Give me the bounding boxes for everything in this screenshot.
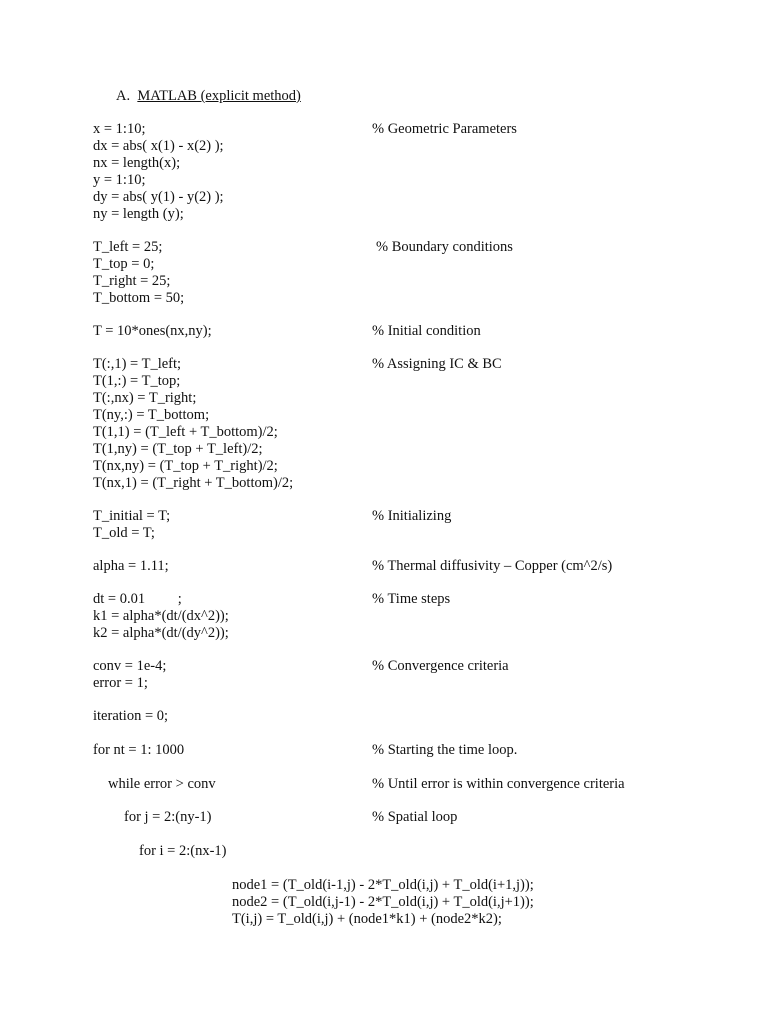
code-comment: % Initial condition (372, 323, 481, 339)
code-comment: % Time steps (372, 591, 451, 607)
code-line: T(nx,1) = (T_right + T_bottom)/2; (93, 475, 294, 491)
code-line: conv = 1e-4; (93, 658, 167, 674)
code-line: T(:,1) = T_left; (93, 356, 182, 372)
code-comment: % Convergence criteria (372, 658, 509, 674)
section-heading (116, 88, 301, 105)
code-line: T_right = 25; (93, 273, 171, 289)
code-comment: % Spatial loop (372, 809, 458, 825)
code-comment: % Until error is within convergence criteria (372, 776, 625, 792)
code-line: nx = length(x); (93, 155, 181, 171)
code-line: dx = abs( x(1) - x(2) ); (93, 138, 224, 154)
code-line: T_left = 25; (93, 239, 163, 255)
code-line: dt = 0.01 ; (93, 591, 182, 607)
code-line: T(i,j) = T_old(i,j) + (node1*k1) + (node2*k2); (232, 911, 502, 927)
code-line: k1 = alpha*(dt/(dx^2)); (93, 608, 229, 624)
code-line: T(ny,:) = T_bottom; (93, 407, 210, 423)
section-marker: A. (116, 88, 131, 104)
code-line: while error > conv (108, 776, 216, 792)
code-line: dy = abs( y(1) - y(2) ); (93, 189, 224, 205)
code-line: T(1,ny) = (T_top + T_left)/2; (93, 441, 263, 457)
code-line: T(:,nx) = T_right; (93, 390, 197, 406)
code-line: for i = 2:(nx-1) (139, 843, 227, 859)
code-comment: % Starting the time loop. (372, 742, 518, 758)
code-comment: % Initializing (372, 508, 452, 524)
code-comment: % Assigning IC & BC (372, 356, 502, 372)
code-line: error = 1; (93, 675, 148, 691)
code-line: for nt = 1: 1000 (93, 742, 185, 758)
code-comment: % Boundary conditions (376, 239, 513, 255)
code-comment: % Thermal diffusivity – Copper (cm^2/s) (372, 558, 613, 574)
code-line: T(1,1) = (T_left + T_bottom)/2; (93, 424, 278, 440)
code-line: iteration = 0; (93, 708, 169, 724)
section-title: MATLAB (explicit method) (137, 88, 301, 104)
code-line: T_top = 0; (93, 256, 155, 272)
code-line: T_old = T; (93, 525, 155, 541)
code-line: y = 1:10; (93, 172, 146, 188)
code-line: alpha = 1.11; (93, 558, 169, 574)
code-line: k2 = alpha*(dt/(dy^2)); (93, 625, 229, 641)
code-line: node1 = (T_old(i-1,j) - 2*T_old(i,j) + T_old(i+1,j)); (232, 877, 534, 893)
code-comment: % Geometric Parameters (372, 121, 517, 137)
code-line: T(nx,ny) = (T_top + T_right)/2; (93, 458, 278, 474)
code-line: T_bottom = 50; (93, 290, 185, 306)
code-line: for j = 2:(ny-1) (124, 809, 212, 825)
code-line: x = 1:10; (93, 121, 146, 137)
code-line: T(1,:) = T_top; (93, 373, 181, 389)
code-line: T = 10*ones(nx,ny); (93, 323, 212, 339)
code-line: T_initial = T; (93, 508, 171, 524)
code-line: ny = length (y); (93, 206, 184, 222)
code-line: node2 = (T_old(i,j-1) - 2*T_old(i,j) + T_old(i,j+1)); (232, 894, 534, 910)
